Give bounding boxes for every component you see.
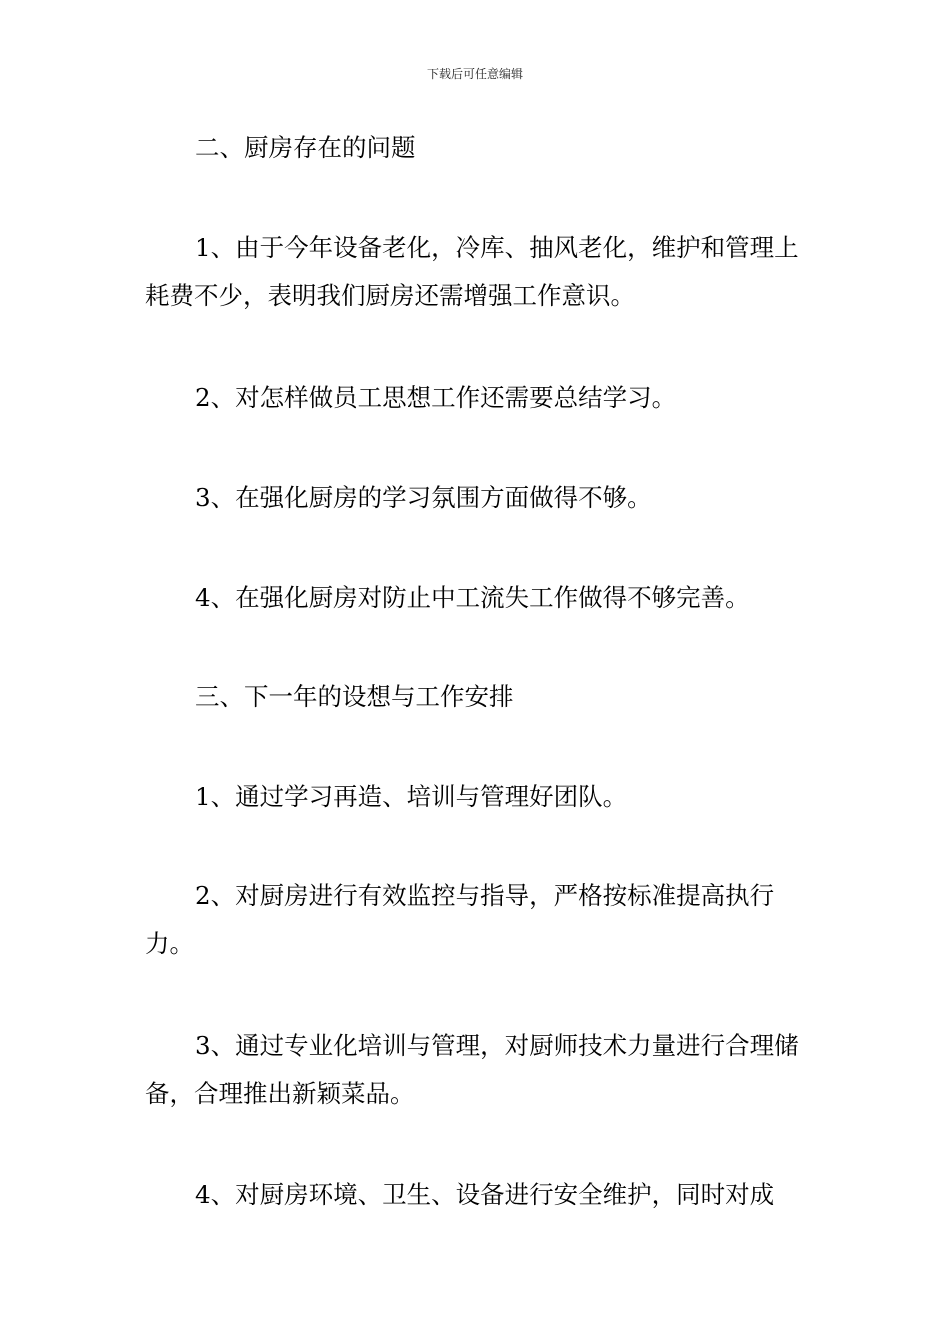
paragraph-plan-2: 2、对厨房进行有效监控与指导，严格按标准提高执行力。 [145,881,775,958]
paragraph-plan-1: 1、通过学习再造、培训与管理好团队。 [195,782,628,811]
paragraph-problem-4: 4、在强化厨房对防止中工流失工作做得不够完善。 [195,583,750,612]
paragraph-problem-3: 3、在强化厨房的学习氛围方面做得不够。 [195,483,652,512]
section-heading-next-year-plan: 三、下一年的设想与工作安排 [195,682,514,711]
page-header-note: 下载后可任意编辑 [426,67,523,81]
paragraph-plan-4: 4、对厨房环境、卫生、设备进行安全维护，同时对成 [195,1180,775,1209]
section-heading-kitchen-problems: 二、厨房存在的问题 [195,133,416,162]
paragraph-problem-1: 1、由于今年设备老化，冷库、抽风老化，维护和管理上耗费不少，表明我们厨房还需增强工作意识。 [145,233,799,310]
paragraph-problem-2: 2、对怎样做员工思想工作还需要总结学习。 [195,383,677,412]
paragraph-plan-3: 3、通过专业化培训与管理，对厨师技术力量进行合理储备，合理推出新颖菜品。 [145,1031,799,1108]
